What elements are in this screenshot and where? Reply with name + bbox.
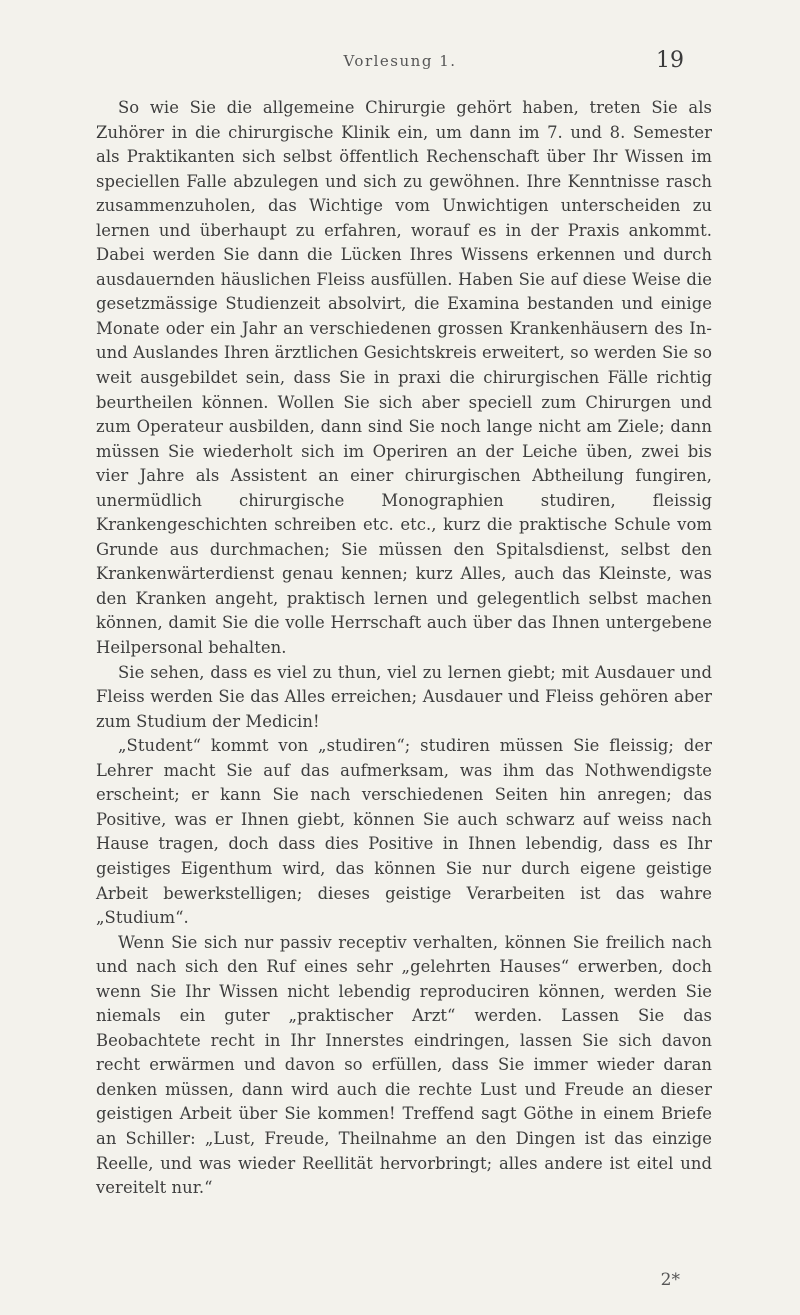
paragraph: Sie sehen, dass es viel zu thun, viel zu lernen giebt; mit Ausdauer und Fleiss werden Sie das Alles erreichen; Ausdauer und Fleiss gehören aber zum Studium der Medicin!: [96, 662, 712, 731]
running-header: [0, 48, 800, 78]
body-text: [96, 96, 712, 1201]
paragraph: Wenn Sie sich nur passiv receptiv verhalten, können Sie freilich nach und nach sich den Ruf eines sehr „gelehrten Hauses“ erwerben, doch wenn Sie Ihr Wissen nicht lebendig reproduciren können, werden Sie niemals ein guter „praktischer Arzt“ werden. Lassen Sie das Beobachtete recht in Ihr Innerstes eindringen, lassen Sie sich davon recht erwärmen und davon so erfüllen, dass Sie immer wieder daran denken müssen, dann wird auch die rechte Lust und Freude an dieser geistigen Arbeit über Sie kommen! Treffend sagt Göthe in einem Briefe an Schiller: „Lust, Freude, Theilnahme an den Dingen ist das einzige Reelle, und was wieder Reellität hervorbringt; alles andere ist eitel und vereitelt nur.“: [96, 932, 712, 1198]
signature-mark: 2*: [660, 1270, 680, 1290]
paragraph: „Student“ kommt von „studiren“; studiren müssen Sie fleissig; der Lehrer macht Sie auf das aufmerksam, was ihm das Nothwendigste erscheint; er kann Sie nach verschiedenen Seiten hin anregen; das Positive, was er Ihnen giebt, können Sie auch schwarz auf weiss nach Hause tragen, doch dass dies Positive in Ihnen lebendig, dass es Ihr geistiges Eigenthum wird, das können Sie nur durch eigene geistige Arbeit bewerkstelligen; dieses geistige Verarbeiten ist das wahre „Studium“.: [96, 736, 712, 928]
paragraph: So wie Sie die allgemeine Chirurgie gehört haben, treten Sie als Zuhörer in die chirurgische Klinik ein, um dann im 7. und 8. Semester als Praktikanten sich selbst öffentlich Rechenschaft über Ihr Wissen im speciellen Falle abzulegen und sich zu gewöhnen. Ihre Kenntnisse rasch zusammenzuholen, das Wichtige vom Unwichtigen unterscheiden zu lernen und überhaupt zu erfahren, worauf es in der Praxis ankommt. Dabei werden Sie dann die Lücken Ihres Wissens erkennen und durch ausdauernden häuslichen Fleiss ausfüllen. Haben Sie auf diese Weise die gesetzmässige Studienzeit absolvirt, die Examina bestanden und einige Monate oder ein Jahr an verschiedenen grossen Krankenhäusern des In- und Auslandes Ihren ärztlichen Gesichtskreis erweitert, so werden Sie so weit ausgebildet sein, dass Sie in praxi die chirurgischen Fälle richtig beurtheilen können. Wollen Sie sich aber speciell zum Chirurgen und zum Operateur ausbilden, dann sind Sie noch lange nicht am Ziele; dann müssen Sie wiederholt sich im Operiren an der Leiche üben, zwei bis vier Jahre als Assistent an einer chirurgischen Abtheilung fungiren, unermüdlich chirurgische Monographien studiren, fleissig Krankengeschichten schreiben etc. etc., kurz die praktische Schule vom Grunde aus durchmachen; Sie müssen den Spitalsdienst, selbst den Krankenwärterdienst genau kennen; kurz Alles, auch das Kleinste, was den Kranken angeht, praktisch lernen und gelegentlich selbst machen können, damit Sie die volle Herrschaft auch über das Ihnen untergebene Heilpersonal behalten.: [96, 98, 712, 658]
page-number: 19: [656, 48, 684, 73]
chapter-title: Vorlesung 1.: [343, 52, 457, 70]
